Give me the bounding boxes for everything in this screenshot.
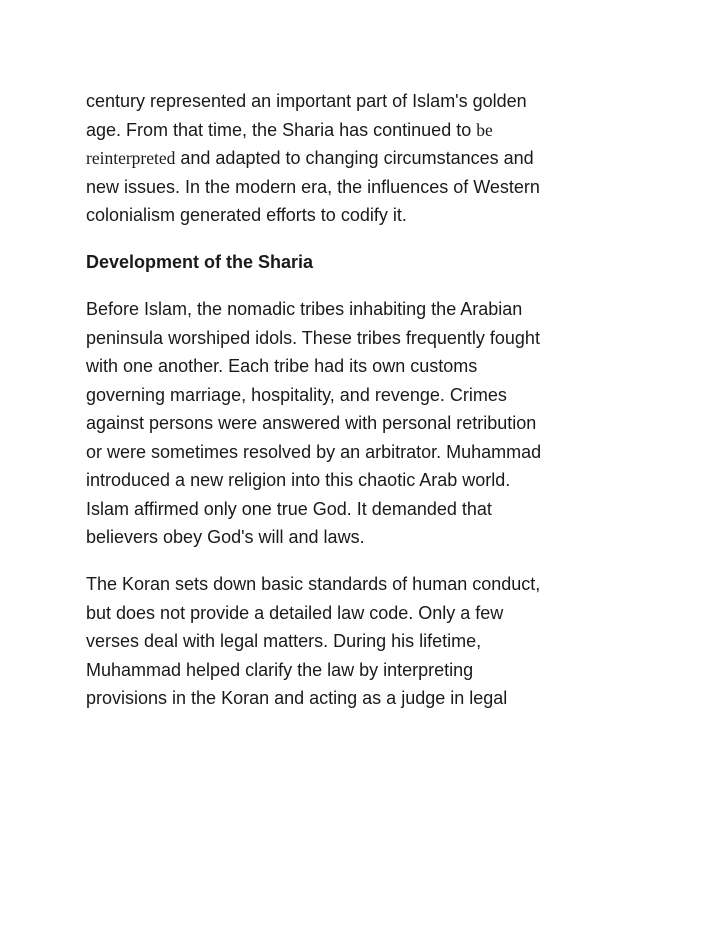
- paragraph-3: [86, 570, 646, 713]
- text-line: believers obey God's will and laws.: [86, 527, 365, 547]
- text-line: new issues. In the modern era, the influences of Western: [86, 176, 540, 197]
- section-heading: [86, 248, 646, 277]
- text-line: introduced a new religion into this chaotic Arab world.: [86, 470, 511, 490]
- text-line: or were sometimes resolved by an arbitrator. Muhammad: [86, 441, 542, 462]
- text-line: provisions in the Koran and acting as a judge in legal: [86, 688, 508, 708]
- text-run-serif: reinterpreted: [86, 148, 176, 168]
- document-page: [86, 87, 646, 713]
- text-line: colonialism generated efforts to codify it.: [86, 205, 407, 225]
- text-line: Muhammad helped clarify the law by interpreting: [86, 659, 474, 680]
- text-line: but does not provide a detailed law code. Only a few: [86, 602, 504, 623]
- paragraph-1: [86, 87, 646, 230]
- text-line: peninsula worshiped idols. These tribes frequently fought: [86, 327, 540, 348]
- text-line: The Koran sets down basic standards of human conduct,: [86, 574, 541, 594]
- text-line: century represented an important part of Islam's golden: [86, 91, 527, 111]
- text-line: with one another. Each tribe had its own customs: [86, 356, 478, 376]
- paragraph-spacing: [86, 230, 646, 249]
- text-line: Islam affirmed only one true God. It demanded that: [86, 498, 492, 519]
- text-line: against persons were answered with personal retribution: [86, 413, 537, 433]
- paragraph-spacing: [86, 277, 646, 296]
- text-run: age. From that time, the Sharia has continued to: [86, 119, 477, 140]
- text-line: verses deal with legal matters. During his lifetime,: [86, 631, 482, 651]
- text-line: [86, 116, 646, 145]
- heading-text: Development of the Sharia: [86, 252, 314, 272]
- text-run-serif: be: [476, 119, 493, 140]
- text-run: and adapted to changing circumstances and: [175, 148, 534, 168]
- text-line: governing marriage, hospitality, and revenge. Crimes: [86, 384, 507, 405]
- text-line: Before Islam, the nomadic tribes inhabiting the Arabian: [86, 299, 523, 319]
- paragraph-2: [86, 295, 646, 552]
- text-line: [86, 144, 646, 173]
- paragraph-spacing: [86, 552, 646, 571]
